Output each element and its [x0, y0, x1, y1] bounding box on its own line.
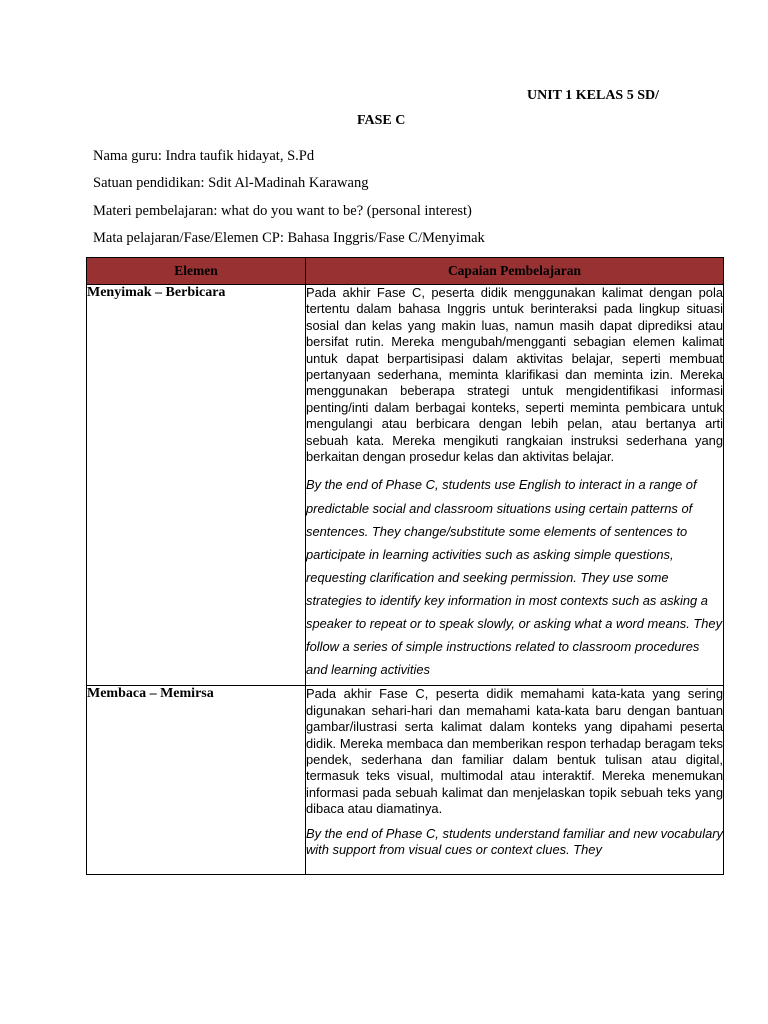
element-cell: Menyimak – Berbicara: [87, 285, 306, 686]
outcome-english: By the end of Phase C, students use English to interact in a range of predictable social and classroom situations using certain patterns of sentences. They change/substitute some elements of sentences to participate in learning activities such as asking simple questions, requesting clarification and seeking permission. They use some strategies to identify key information in most contexts such as asking a speaker to repeat or to speak slowly, or asking what a word means. They follow a series of simple instructions related to classroom procedures and learning activities: [306, 477, 723, 678]
outcome-cell: [306, 285, 724, 686]
material-line: Materi pembelajaran: what do you want to be? (personal interest): [93, 203, 472, 219]
learning-outcomes-table: [86, 257, 724, 875]
header-element: Elemen: [87, 258, 306, 285]
school-line: Satuan pendidikan: Sdit Al-Madinah Karawang: [93, 175, 369, 191]
table-header-row: [87, 258, 724, 285]
element-cell: Membaca – Memirsa: [87, 686, 306, 875]
table-row: [87, 686, 724, 875]
outcome-english: By the end of Phase C, students understand familiar and new vocabulary with support from visual cues or context clues. They: [306, 825, 723, 857]
phase-title: FASE C: [357, 113, 406, 128]
header-outcomes: Capaian Pembelajaran: [306, 258, 724, 285]
teacher-line: Nama guru: Indra taufik hidayat, S.Pd: [93, 148, 315, 164]
unit-title: UNIT 1 KELAS 5 SD/: [527, 88, 660, 103]
outcome-indonesian: Pada akhir Fase C, peserta didik memahami kata-kata yang sering digunakan sehari-hari dan memahami kata-kata baru dengan bantuan gambar/ilustrasi serta kalimat dalam konteks yang dipahami peserta didik. Mereka membaca dan memberikan respon terhadap beragam teks pendek, sederhana dan familiar dalam bentuk tulisan atau digital, termasuk teks visual, multimodal atau interaktif. Mereka menemukan informasi pada sebuah kalimat dan menjelaskan topik sebuah teks yang dibaca atau diamatinya.: [306, 686, 723, 817]
table-row: [87, 285, 724, 686]
outcome-cell: [306, 686, 724, 875]
subject-line: Mata pelajaran/Fase/Elemen CP: Bahasa Inggris/Fase C/Menyimak: [93, 230, 485, 246]
outcome-indonesian: Pada akhir Fase C, peserta didik menggunakan kalimat dengan pola tertentu dalam bahasa Inggris untuk berinteraksi pada lingkup situasi sosial dan kelas yang makin luas, namun masih dapat diprediksi atau bersifat rutin. Mereka mengubah/mengganti sebagian elemen kalimat untuk dapat berpartisipasi dalam aktivitas belajar, seperti membuat pertanyaan sederhana, meminta klarifikasi dan meminta izin. Mereka menggunakan beberapa strategi untuk mengidentifikasi informasi penting/inti dalam berbagai konteks, seperti meminta pembicara untuk mengulangi atau berbicara dengan lebih pelan, atau bertanya arti sebuah kata. Mereka mengikuti rangkaian instruksi sederhana yang berkaitan dengan prosedur kelas dan aktivitas belajar.: [306, 285, 723, 465]
